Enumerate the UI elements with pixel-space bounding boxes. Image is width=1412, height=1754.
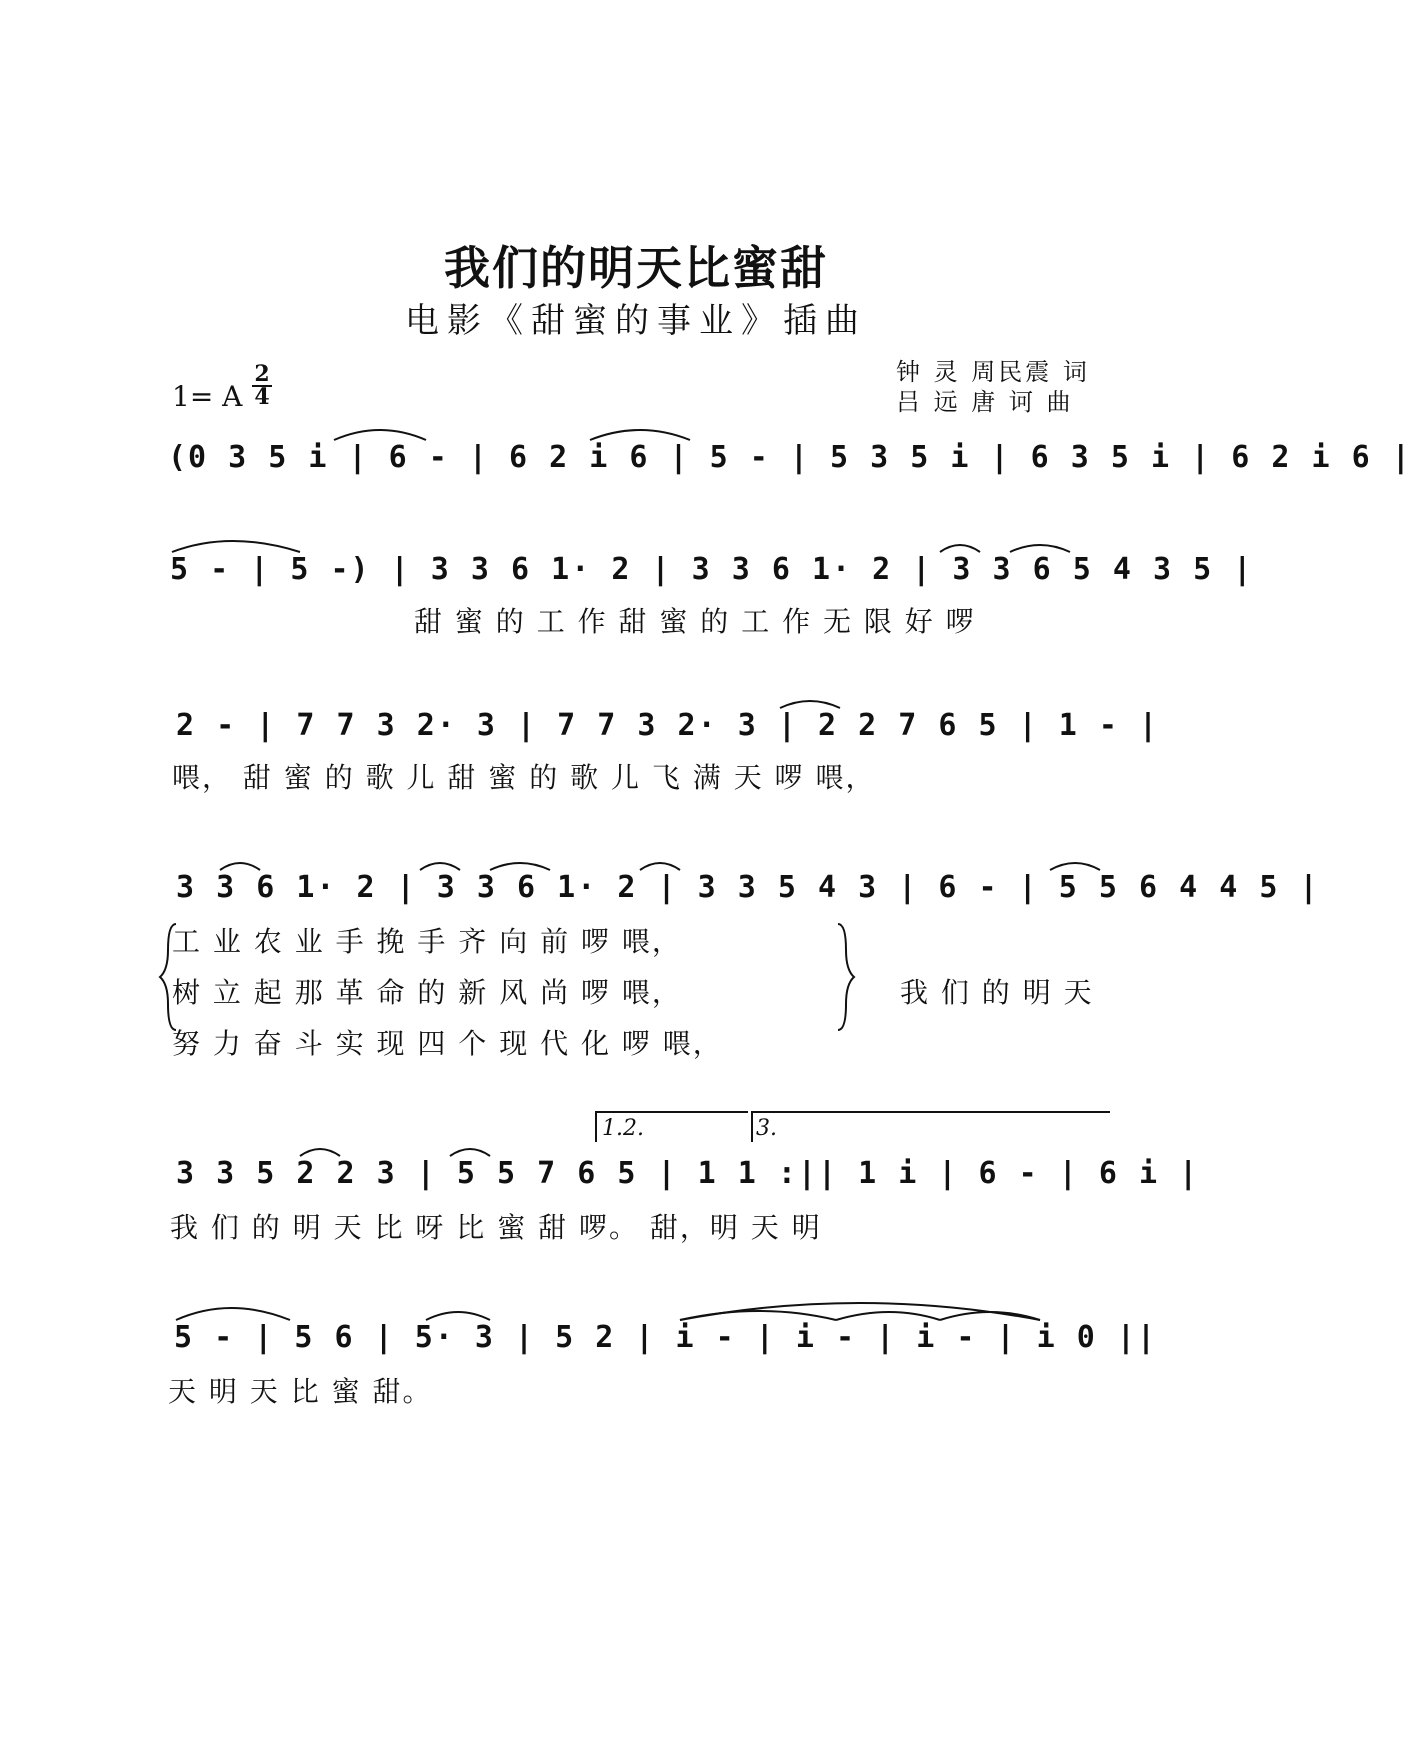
- slur-line4-d: [640, 863, 680, 870]
- slur-line6-a: [176, 1308, 290, 1320]
- slur-line6-e: [836, 1312, 940, 1320]
- score-line-3-notes: 2 - | 7 7 3 2· 3 | 7 7 3 2· 3 | 2 2 7 6 5 | 1 - |: [176, 708, 1160, 743]
- verse-brace-right: [838, 924, 854, 1030]
- slur-line6-f: [940, 1312, 1040, 1320]
- score-line-4-verse-2: 树 立 起 那 革 命 的 新 风 尚 啰 喂，: [172, 976, 682, 1009]
- meter-bottom: 4: [254, 384, 270, 410]
- lyricist-credit: 钟 灵 周民震 词: [896, 358, 1090, 386]
- slur-line4-b: [420, 863, 460, 870]
- volta-1-2-label: 1.2.: [602, 1116, 644, 1141]
- score-line-2-notes: 5 - | 5 -) | 3 3 6 1· 2 | 3 3 6 1· 2 | 3 3 6 5 4 3 5 |: [170, 552, 1254, 587]
- score-line-4-verse-1: 工 业 农 业 手 挽 手 齐 向 前 啰 喂，: [172, 925, 682, 958]
- slur-line5-a: [300, 1149, 340, 1156]
- song-subtitle: 电影《甜蜜的事业》插曲: [405, 301, 867, 341]
- score-line-4-refrain: 我 们 的 明 天: [900, 976, 1094, 1009]
- volta-1-2-bracket: [596, 1112, 748, 1142]
- score-line-2-lyrics: 甜 蜜 的 工 作 甜 蜜 的 工 作 无 限 好 啰: [414, 605, 976, 638]
- composer-credit: 吕 远 唐 诃 曲: [896, 388, 1074, 416]
- slur-line1-a: [334, 430, 426, 440]
- slur-line6-b: [426, 1312, 490, 1320]
- verse-brace-left: [160, 924, 176, 1030]
- score-line-4-notes: 3 3 6 1· 2 | 3 3 6 1· 2 | 3 3 5 4 3 | 6 - | 5 5 6 4 4 5 |: [176, 870, 1320, 905]
- score-line-4-verse-3: 努 力 奋 斗 实 现 四 个 现 代 化 啰 喂，: [172, 1027, 723, 1060]
- score-line-1-notes: (0 3 5 i | 6 - | 6 2 i 6 | 5 - | 5 3 5 i | 6 3 5 i | 6 2 i 6 |: [168, 440, 1412, 475]
- score-line-6-notes: 5 - | 5 6 | 5· 3 | 5 2 | i - | i - | i - | i 0 ||: [174, 1320, 1158, 1355]
- meter-top: 2: [254, 361, 270, 387]
- slur-line4-a: [220, 863, 260, 870]
- score-line-5-lyrics: 我 们 的 明 天 比 呀 比 蜜 甜 啰。 甜，明 天 明: [170, 1211, 822, 1244]
- slur-line3-a: [780, 701, 840, 708]
- slur-line1-b: [590, 430, 690, 440]
- song-title: 我们的明天比蜜甜: [444, 241, 828, 295]
- slur-line2-b: [940, 545, 980, 552]
- volta-3-label: 3.: [756, 1116, 777, 1141]
- score-line-5-notes: 3 3 5 2 2 3 | 5 5 7 6 5 | 1 1 :|| 1 i | 6 - | 6 i |: [176, 1156, 1200, 1191]
- slur-line2-c: [1010, 545, 1070, 552]
- score-line-6-lyrics: 天 明 天 比 蜜 甜。: [168, 1375, 433, 1408]
- key-signature: 1= A: [172, 380, 243, 413]
- score-line-3-lyrics: 喂， 甜 蜜 的 歌 儿 甜 蜜 的 歌 儿 飞 满 天 啰 喂，: [172, 761, 876, 794]
- slur-line2-a: [172, 541, 300, 552]
- volta-3-bracket: [752, 1112, 1110, 1142]
- slur-line6-d: [680, 1311, 836, 1320]
- slur-line4-c: [490, 863, 550, 870]
- slur-line5-b: [450, 1149, 490, 1156]
- slur-line4-e: [1050, 863, 1100, 870]
